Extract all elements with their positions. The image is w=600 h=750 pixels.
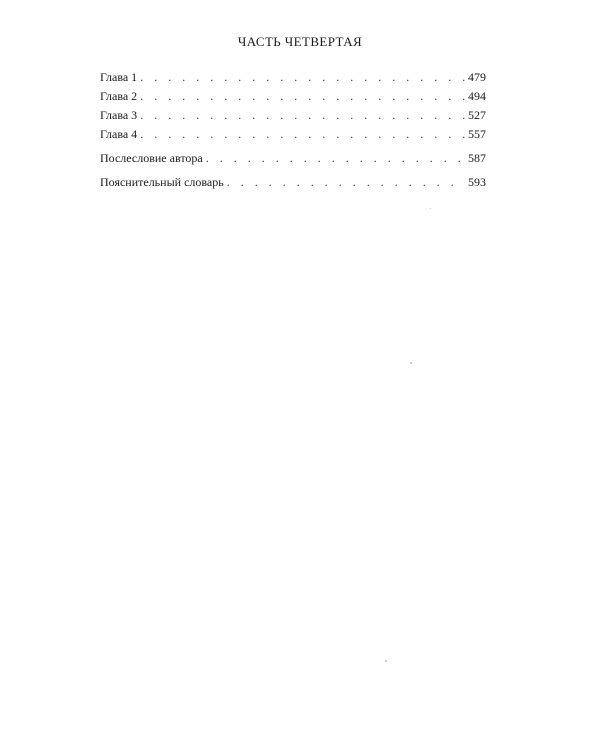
scan-speck (385, 660, 387, 662)
part-title: ЧАСТЬ ЧЕТВЕРТАЯ (237, 34, 363, 49)
dot-leader (140, 68, 465, 87)
dot-leader (140, 106, 465, 125)
toc-entry-label: Глава 4 (100, 127, 138, 141)
dot-leader (140, 125, 465, 144)
toc-entry-page-number: 557 (468, 127, 486, 141)
toc-entry-chapter-4 (100, 125, 486, 144)
toc-entry-label: Глава 2 (100, 89, 138, 103)
dot-leader (227, 173, 465, 192)
toc-entry-label: Глава 1 (100, 70, 138, 84)
toc-entry-chapter-1 (100, 68, 486, 87)
table-of-contents (100, 68, 486, 192)
dot-leader (206, 149, 465, 168)
toc-entry-page-number: 527 (468, 108, 486, 122)
toc-entry-label: Послесловие автора (100, 151, 203, 165)
scan-speck (410, 362, 412, 364)
toc-entry-page-number: 593 (468, 175, 486, 189)
toc-entry-page-number: 587 (468, 151, 486, 165)
toc-entry-chapter-2 (100, 87, 486, 106)
toc-entry-afterword (100, 149, 486, 168)
toc-entry-page-number: 494 (468, 89, 486, 103)
dot-leader (140, 87, 465, 106)
toc-entry-chapter-3 (100, 106, 486, 125)
toc-entry-page-number: 479 (468, 70, 486, 84)
toc-entry-label: Пояснительный словарь (100, 175, 224, 189)
scan-speck (430, 208, 431, 209)
toc-entry-label: Глава 3 (100, 108, 138, 122)
toc-entry-glossary (100, 173, 486, 192)
